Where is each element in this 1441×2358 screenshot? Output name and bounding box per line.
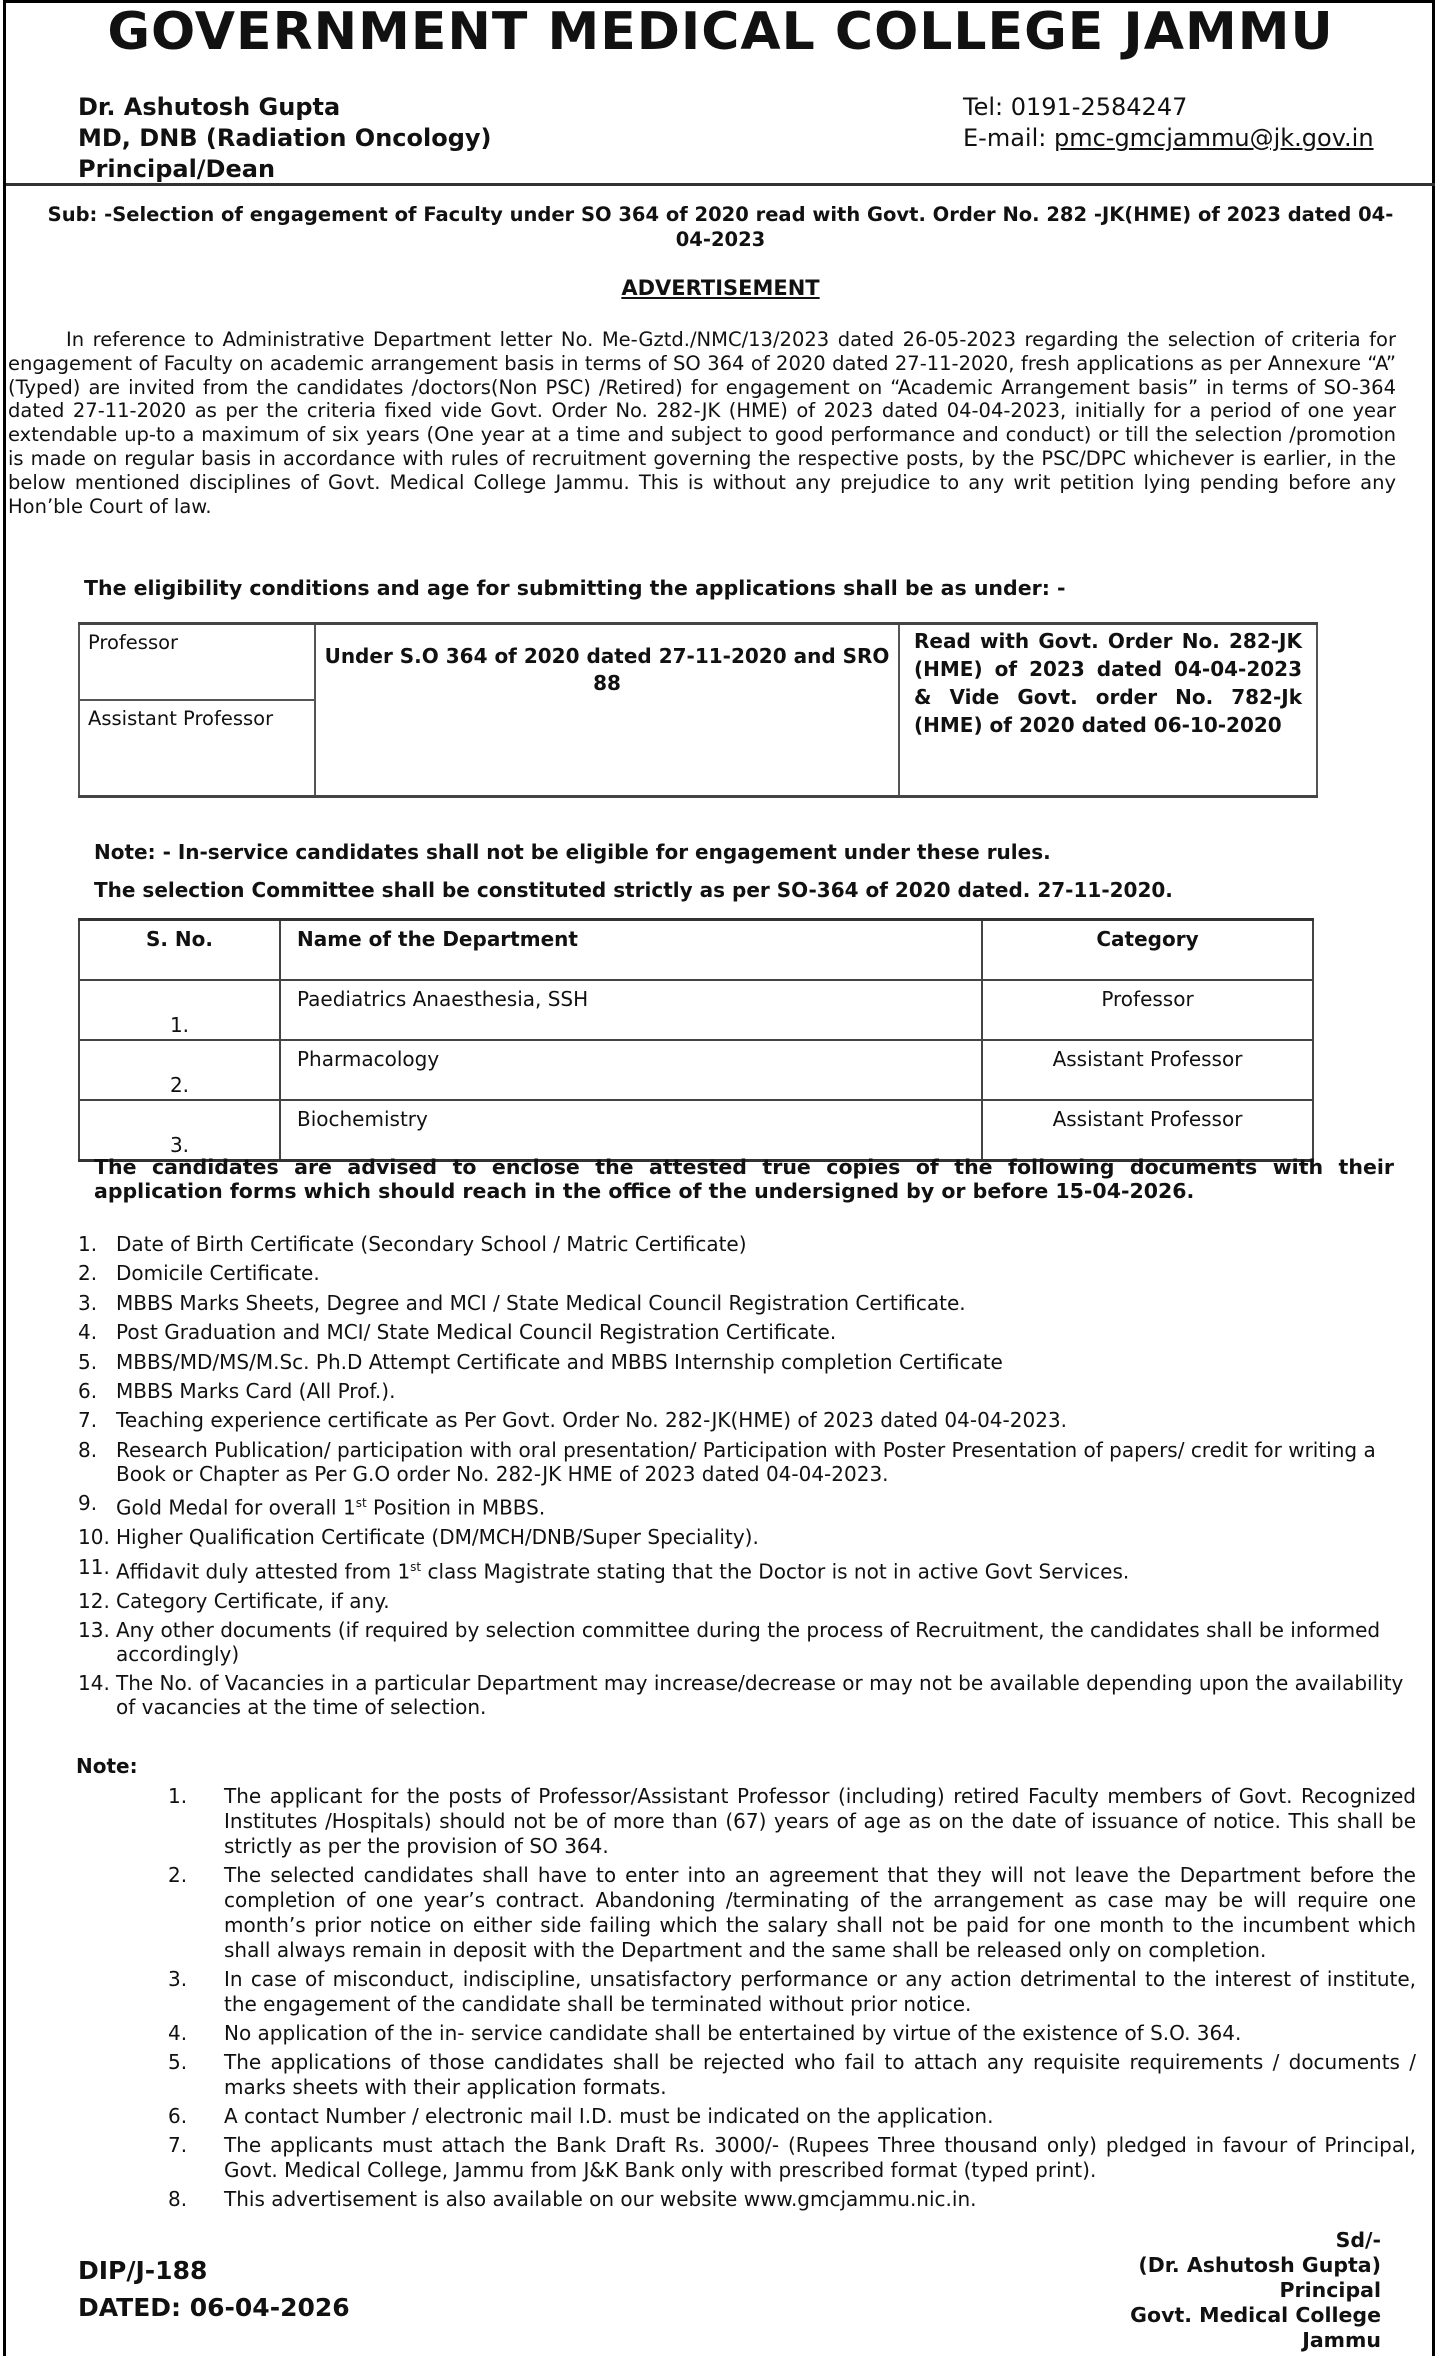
telephone: Tel: 0191-2584247 [963, 93, 1188, 121]
departments-table [78, 918, 1314, 1162]
issue-date: DATED: 06-04-2026 [78, 2293, 350, 2322]
row-sno: 3. [79, 1100, 280, 1161]
table-row [79, 1040, 1313, 1100]
row-sno: 2. [79, 1040, 280, 1100]
row-department: Pharmacology [280, 1040, 982, 1100]
item-number: 1. [168, 1784, 188, 1808]
item-text: Category Certificate, if any. [116, 1588, 390, 1613]
list-item [168, 1784, 1416, 1859]
item-text: In case of misconduct, indiscipline, unsatisfactory performance or any action detrimental to the interest of institute, the engagement of the candidate shall be terminated without prior notice. [224, 1967, 1416, 2016]
advertisement-heading: ADVERTISEMENT [621, 276, 820, 300]
list-item [78, 1671, 1408, 1719]
row-category: Assistant Professor [982, 1040, 1313, 1100]
list-item [78, 1555, 1408, 1584]
item-number: 8. [78, 1437, 98, 1462]
principal-designation: Principal/Dean [78, 155, 276, 183]
item-text-pre: Gold Medal for overall 1 [116, 1495, 356, 1520]
list-item [78, 1589, 1408, 1613]
item-text: The applicants must attach the Bank Draft Rs. 3000/- (Rupees Three thousand only) pledged in favour of Principal, Govt. Medical College, Jammu from J&K Bank only with prescribed format (typed print). [224, 2133, 1416, 2182]
item-text: The No. of Vacancies in a particular Department may increase/decrease or may not be available depending upon the availability of vacancies at the time of selection. [116, 1671, 1404, 1720]
signatory-org: Govt. Medical College [1130, 2303, 1381, 2327]
notes-list [168, 1784, 1416, 2216]
post-assistant-professor: Assistant Professor [79, 700, 315, 797]
eligibility-rule: Under S.O 364 of 2020 dated 27-11-2020 and SRO 88 [315, 624, 899, 797]
item-text: MBBS/MD/MS/M.Sc. Ph.D Attempt Certificate and MBBS Internship completion Certificate [116, 1349, 1003, 1374]
email-line [963, 123, 1374, 154]
header-sno: S. No. [79, 920, 280, 981]
item-number: 14. [78, 1671, 110, 1696]
item-number: 1. [78, 1232, 98, 1256]
email-label: E-mail: [963, 124, 1054, 152]
list-item [78, 1232, 1408, 1256]
item-number: 4. [78, 1320, 98, 1345]
item-text: MBBS Marks Card (All Prof.). [116, 1378, 396, 1403]
list-item [168, 1863, 1416, 1963]
signatory-title: Principal [1279, 2278, 1381, 2302]
item-number: 12. [78, 1588, 110, 1613]
documents-list [78, 1232, 1408, 1725]
item-text: A contact Number / electronic mail I.D. must be indicated on the application. [224, 2104, 994, 2128]
eligibility-reference: Read with Govt. Order No. 282-JK (HME) of 2023 dated 04-04-2023 & Vide Govt. order No. 782-Jk (HME) of 2020 dated 06-10-2020 [899, 624, 1317, 797]
dip-reference [78, 2252, 350, 2326]
ordinal-suffix: st [410, 1559, 422, 1574]
item-text: Any other documents (if required by selection committee during the process of Recruitment, the candidates shall be informed accordingly) [116, 1618, 1381, 1666]
list-item [78, 1408, 1408, 1432]
item-text: The applicant for the posts of Professor/Assistant Professor (including) retired Faculty members of Govt. Recognized Institutes /Hospitals) should not be of more than (67) years of age as on the date of issuance of notice. This shall be strictly as per the provision of SO 364. [224, 1784, 1416, 1858]
eligibility-heading: The eligibility conditions and age for submitting the applications shall be as under: - [84, 576, 1066, 600]
email-link[interactable]: pmc-gmcjammu@jk.gov.in [1053, 124, 1374, 152]
eligibility-table [78, 622, 1318, 798]
list-item [78, 1491, 1408, 1520]
list-item [78, 1261, 1408, 1285]
subject-line: Sub: -Selection of engagement of Faculty under SO 364 of 2020 read with Govt. Order No. 282 -JK(HME) of 2023 dated 04-04-2023 [47, 203, 1394, 251]
list-item [168, 2187, 1028, 2212]
item-text: Post Graduation and MCI/ State Medical Council Registration Certificate. [116, 1320, 837, 1345]
item-number: 9. [78, 1491, 98, 1516]
item-text: Teaching experience certificate as Per Govt. Order No. 282-JK(HME) of 2023 dated 04-04-2023. [116, 1408, 1068, 1433]
note-inservice: Note: - In-service candidates shall not be eligible for engagement under these rules. [94, 840, 1051, 864]
item-text: Research Publication/ participation with oral presentation/ Participation with Poster Presentation of papers/ credit for writing a Book or Chapter as Per G.O order No. 282-JK HME of 2023 dated 04-04-2023. [116, 1437, 1376, 1486]
table-header-row [79, 920, 1313, 981]
post-professor: Professor [79, 624, 315, 701]
item-number: 7. [168, 2133, 188, 2157]
item-text: MBBS Marks Sheets, Degree and MCI / State Medical Council Registration Certificate. [116, 1290, 966, 1315]
principal-name: Dr. Ashutosh Gupta [78, 93, 341, 121]
row-department: Paediatrics Anaesthesia, SSH [280, 980, 982, 1040]
header-category: Category [982, 920, 1313, 981]
item-number: 2. [78, 1261, 98, 1286]
row-department: Biochemistry [280, 1100, 982, 1161]
signature-block [1130, 2228, 1381, 2353]
signatory-name: (Dr. Ashutosh Gupta) [1138, 2253, 1381, 2277]
list-item [168, 2104, 1416, 2129]
list-item [78, 1350, 1408, 1374]
principal-qualification: MD, DNB (Radiation Oncology) [78, 124, 492, 152]
college-title: GOVERNMENT MEDICAL COLLEGE JAMMU [107, 2, 1334, 62]
notes-heading: Note: [76, 1754, 138, 1778]
list-item [78, 1618, 1408, 1666]
contact-info [963, 92, 1374, 154]
header-department: Name of the Department [280, 920, 982, 981]
row-category: Professor [982, 980, 1313, 1040]
item-text: Date of Birth Certificate (Secondary School / Matric Certificate) [116, 1232, 747, 1256]
list-item [168, 1967, 1416, 2017]
item-text: The selected candidates shall have to enter into an agreement that they will not leave the Department before the completion of one year’s contract. Abandoning /terminating of the arrangement as case may be will require one month’s prior notice on either side failing which the salary shall not be paid for one month to the incumbent which shall always remain in deposit with the Department and the same shall be released only on completion. [224, 1863, 1416, 1962]
list-item [78, 1379, 1408, 1403]
item-number: 2. [168, 1863, 188, 1887]
ordinal-suffix: st [355, 1496, 367, 1511]
item-number: 11. [78, 1554, 110, 1579]
list-item [168, 2050, 1416, 2100]
item-number: 6. [78, 1378, 98, 1403]
note-committee: The selection Committee shall be constituted strictly as per SO-364 of 2020 dated. 27-11-2020. [94, 878, 1173, 902]
list-item [78, 1320, 1408, 1344]
item-text: Higher Qualification Certificate (DM/MCH/DNB/Super Speciality). [116, 1525, 759, 1550]
item-number: 5. [168, 2050, 188, 2074]
header-divider [6, 183, 1435, 186]
principal-info [78, 92, 492, 185]
row-sno: 1. [79, 980, 280, 1040]
item-text-post: Position in MBBS. [366, 1495, 546, 1520]
item-text [116, 1491, 1408, 1520]
item-text-pre: Affidavit duly attested from 1 [116, 1559, 411, 1584]
table-row [79, 980, 1313, 1040]
signature-sd: Sd/- [1335, 2228, 1381, 2252]
item-number: 10. [78, 1525, 110, 1550]
item-number: 3. [78, 1290, 98, 1315]
list-item [78, 1291, 1408, 1315]
item-text: Domicile Certificate. [116, 1261, 320, 1286]
item-number: 5. [78, 1349, 98, 1374]
list-item [78, 1525, 1408, 1549]
item-text: The applications of those candidates shall be rejected who fail to attach any requisite requirements / documents / marks sheets with their application formats. [224, 2050, 1416, 2099]
item-number: 3. [168, 1967, 188, 1991]
item-number: 6. [168, 2104, 188, 2128]
item-number: 13. [78, 1618, 110, 1642]
table-row [79, 1100, 1313, 1161]
item-text-post: class Magistrate stating that the Doctor is not in active Govt Services. [421, 1559, 1130, 1584]
row-category: Assistant Professor [982, 1100, 1313, 1161]
candidates-advice: The candidates are advised to enclose the attested true copies of the following documents with their application forms which should reach in the office of the undersigned by or before 15-04-2026. [94, 1155, 1394, 1203]
signatory-city: Jammu [1302, 2328, 1381, 2352]
item-number: 4. [168, 2021, 188, 2045]
item-number: 8. [168, 2187, 188, 2211]
list-item [168, 2133, 1416, 2183]
item-text [116, 1555, 1408, 1584]
list-item [168, 2021, 1416, 2046]
list-item [78, 1438, 1408, 1486]
dip-number: DIP/J-188 [78, 2256, 208, 2285]
item-text: This advertisement is also available on our website www.gmcjammu.nic.in. [224, 2187, 977, 2211]
item-text: No application of the in- service candidate shall be entertained by virtue of the existence of S.O. 364. [224, 2021, 1242, 2045]
item-number: 7. [78, 1408, 98, 1433]
intro-paragraph: In reference to Administrative Department letter No. Me-Gztd./NMC/13/2023 dated 26-05-2023 regarding the selection of criteria for engagement of Faculty on academic arrangement basis in terms of SO 364 of 2020 dated 27-11-2020, fresh applications as per Annexure “A” (Typed) are invited from the candidates /doctors(Non PSC) /Retired) for engagement on “Academic Arrangement basis” in terms of SO-364 dated 27-11-2020 as per the criteria fixed vide Govt. Order No. 282-JK (HME) of 2023 dated 04-04-2023, initially for a period of one year extendable up-to a maximum of six years (One year at a time and subject to good performance and conduct) or till the selection /promotion is made on regular basis in accordance with rules of recruitment governing the respective posts, by the PSC/DPC whichever is earlier, in the below mentioned disciplines of Govt. Medical College Jammu. This is without any prejudice to any writ petition lying pending before any Hon’ble Court of law. [8, 328, 1396, 518]
